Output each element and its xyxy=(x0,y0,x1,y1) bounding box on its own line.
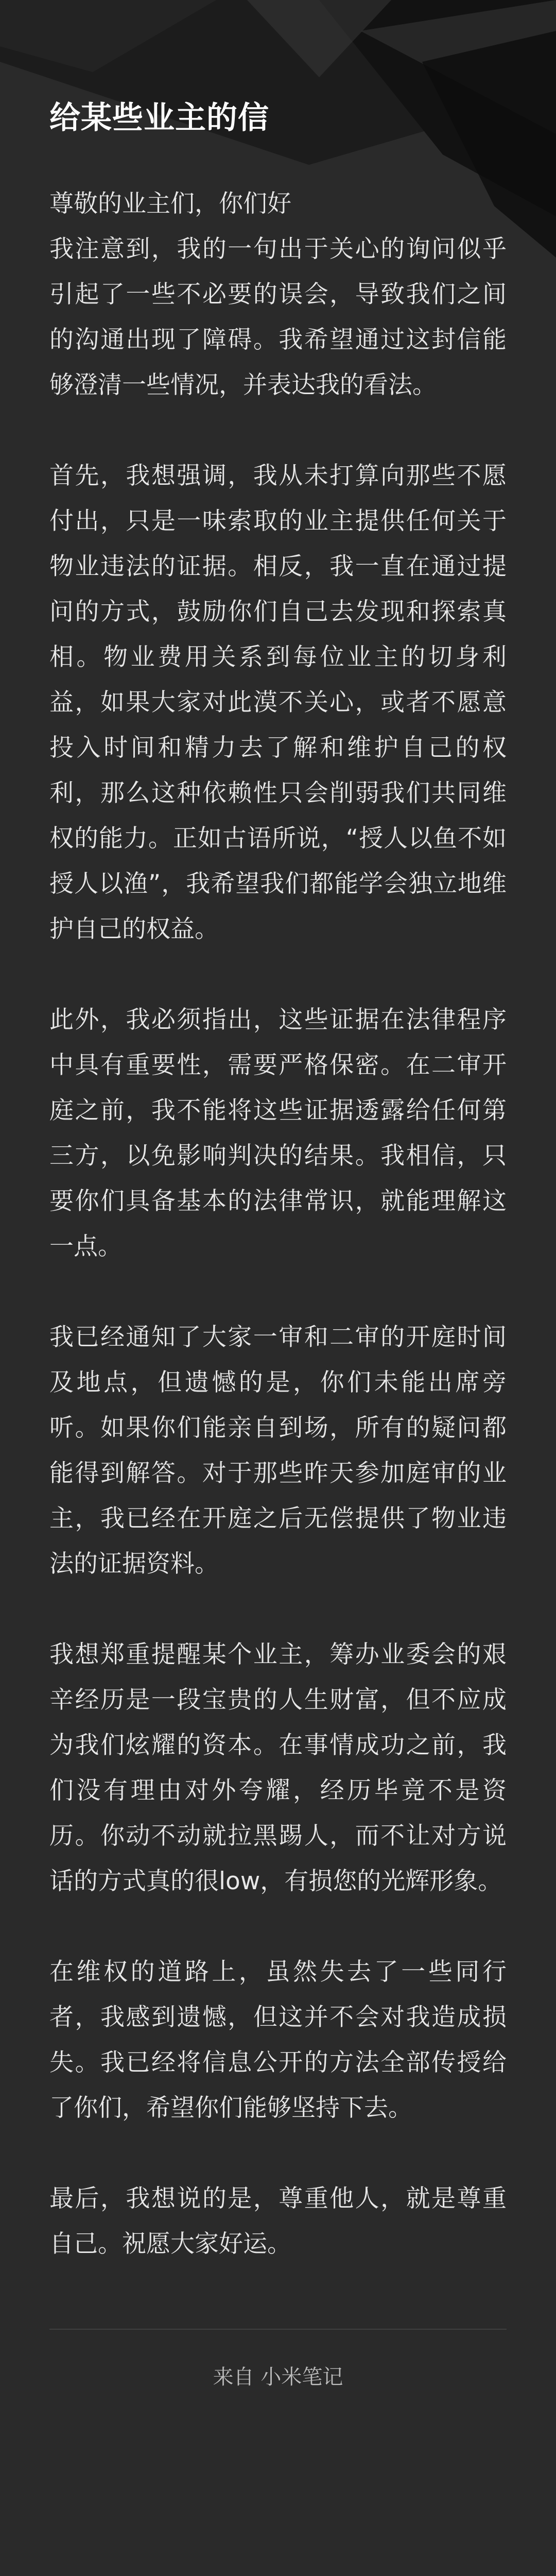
paragraph-4: 我已经通知了大家一审和二审的开庭时间及地点，但遗憾的是，你们未能出席旁听。如果你们能亲自到场，所有的疑问都能得到解答。对于那些昨天参加庭审的业主，我已经在开庭之后无偿提供了物业违法的证据资料。 xyxy=(49,1323,507,1578)
letter-body xyxy=(49,181,507,2267)
paragraph-6: 在维权的道路上，虽然失去了一些同行者，我感到遗憾，但这并不会对我造成损失。我已经将信息公开的方法全部传授给了你们，希望你们能够坚持下去。 xyxy=(49,1958,507,2122)
paragraph-1: 我注意到，我的一句出于关心的询问似乎引起了一些不必要的误会，导致我们之间的沟通出现了障碍。我希望通过这封信能够澄清一些情况，并表达我的看法。 xyxy=(49,235,507,399)
paragraph-3: 此外，我必须指出，这些证据在法律程序中具有重要性，需要严格保密。在二审开庭之前，我不能将这些证据透露给任何第三方，以免影响判决的结果。我相信，只要你们具备基本的法律常识，就能理解这一点。 xyxy=(49,1006,507,1261)
greeting: 尊敬的业主们，你们好 xyxy=(49,190,291,218)
paragraph-2: 首先，我想强调，我从未打算向那些不愿付出，只是一味索取的业主提供任何关于物业违法的证据。相反，我一直在通过提问的方式，鼓励你们自己去发现和探索真相。物业费用关系到每位业主的切身利益，如果大家对此漠不关心，或者不愿意投入时间和精力去了解和维护自己的权利，那么这种依赖性只会削弱我们共同维权的能力。正如古语所说，“授人以鱼不如授人以渔”，我希望我们都能学会独立地维护自己的权益。 xyxy=(49,462,507,943)
paragraph-7: 最后，我想说的是，尊重他人，就是尊重自己。祝愿大家好运。 xyxy=(49,2184,507,2258)
note-title: 给某些业主的信 xyxy=(49,100,269,136)
footer-divider xyxy=(49,2329,507,2330)
paragraph-5: 我想郑重提醒某个业主，筹办业委会的艰辛经历是一段宝贵的人生财富，但不应成为我们炫耀的资本。在事情成功之前，我们没有理由对外夸耀，经历毕竟不是资历。你动不动就拉黑踢人，而不让对方说话的方式真的很low，有损您的光辉形象。 xyxy=(49,1640,507,1895)
source-footer: 来自 小米笔记 xyxy=(213,2365,343,2389)
